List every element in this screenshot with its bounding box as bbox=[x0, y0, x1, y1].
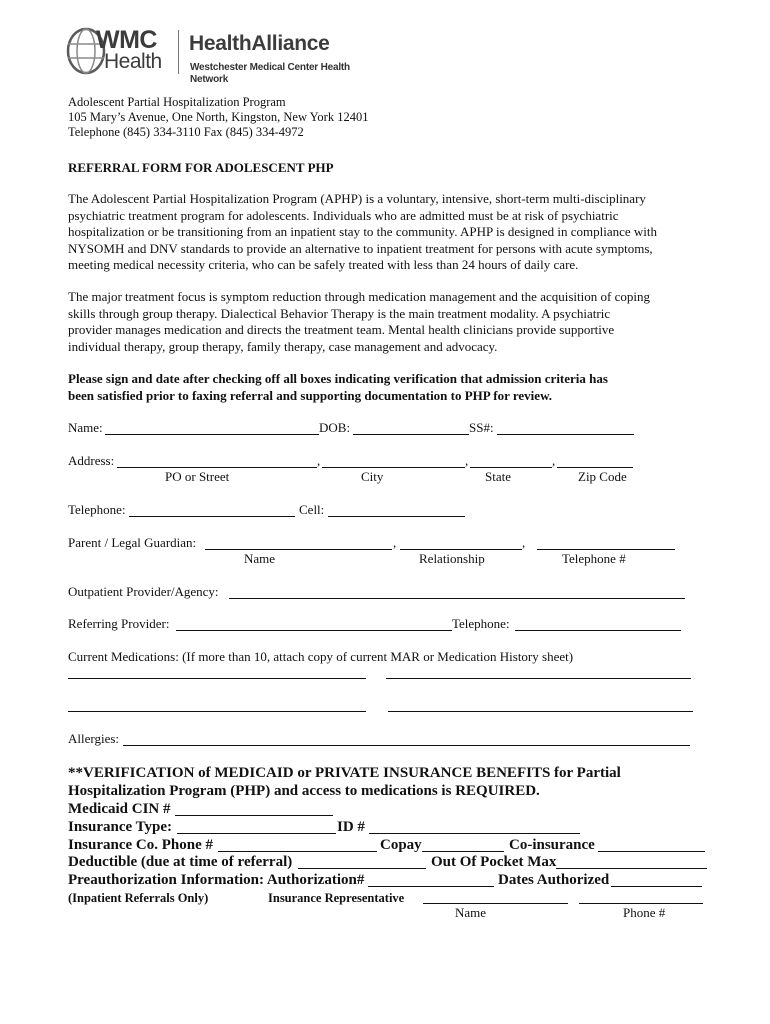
medications-field[interactable] bbox=[68, 678, 366, 679]
logo-healthalliance-text: HealthAlliance bbox=[189, 32, 330, 55]
intro-line: meeting medical necessity criteria, who can be safely treated with less than 24 hours of daily care. bbox=[68, 257, 579, 272]
po-street-caption: PO or Street bbox=[165, 469, 230, 484]
rep-label: Insurance Representative bbox=[268, 891, 405, 905]
coinsurance-field[interactable] bbox=[598, 851, 705, 852]
treatment-line: individual therapy, group therapy, family therapy, case management and advocacy. bbox=[68, 338, 498, 354]
program-name: Adolescent Partial Hospitalization Program bbox=[68, 95, 286, 109]
medications-field[interactable] bbox=[388, 711, 693, 712]
guardian-name-field[interactable] bbox=[205, 549, 392, 550]
program-street: 105 Mary’s Avenue, One North, Kingston, New York 12401 bbox=[68, 110, 369, 124]
dates-authorized-label: Dates Authorized bbox=[498, 872, 610, 888]
oop-label: Out Of Pocket Max bbox=[431, 854, 557, 870]
state-field[interactable] bbox=[470, 467, 552, 468]
verification-heading: **VERIFICATION of MEDICAID or PRIVATE INSURANCE BENEFITS for Partial bbox=[68, 765, 621, 781]
name-label: Name: bbox=[68, 420, 103, 435]
rep-name-caption: Name bbox=[455, 905, 487, 920]
state-caption: State bbox=[485, 469, 511, 484]
name-field[interactable] bbox=[105, 434, 319, 435]
outpatient-label: Outpatient Provider/Agency: bbox=[68, 584, 219, 599]
ss-label: SS#: bbox=[469, 420, 494, 435]
rep-phone-caption: Phone # bbox=[623, 905, 666, 920]
comma: , bbox=[465, 453, 469, 468]
treatment-paragraph bbox=[68, 289, 708, 355]
referring-telephone-label: Telephone: bbox=[452, 616, 510, 631]
dates-authorized-field[interactable] bbox=[611, 886, 702, 887]
dob-field[interactable] bbox=[353, 434, 469, 435]
address-label: Address: bbox=[68, 453, 115, 468]
comma: , bbox=[552, 453, 556, 468]
intro-paragraph bbox=[68, 191, 708, 274]
medications-field[interactable] bbox=[386, 678, 691, 679]
medications-field[interactable] bbox=[68, 711, 366, 712]
zip-caption: Zip Code bbox=[578, 469, 627, 484]
instruction-line: Please sign and date after checking off all boxes indicating verification that admission criteria has bbox=[68, 371, 608, 386]
id-label: ID # bbox=[337, 819, 365, 835]
outpatient-field[interactable] bbox=[229, 598, 685, 599]
program-phone: Telephone (845) 334-3110 Fax (845) 334-4972 bbox=[68, 125, 304, 139]
telephone-label: Telephone: bbox=[68, 502, 126, 517]
logo-divider bbox=[178, 30, 179, 74]
logo-network-text: Westchester Medical Center Health Network bbox=[190, 62, 350, 85]
instruction-paragraph bbox=[68, 371, 708, 404]
rep-name-field[interactable] bbox=[423, 903, 568, 904]
guardian-telephone-caption: Telephone # bbox=[562, 551, 626, 566]
id-field[interactable] bbox=[369, 833, 580, 834]
oop-field[interactable] bbox=[556, 868, 707, 869]
telephone-field[interactable] bbox=[129, 516, 295, 517]
inpatient-note: (Inpatient Referrals Only) bbox=[68, 891, 209, 905]
form-title: REFERRAL FORM FOR ADOLESCENT PHP bbox=[68, 160, 334, 175]
dob-label: DOB: bbox=[319, 420, 351, 435]
insurance-type-field[interactable] bbox=[177, 833, 336, 834]
copay-field[interactable] bbox=[422, 851, 504, 852]
medications-label: Current Medications: (If more than 10, attach copy of current MAR or Medication History sheet) bbox=[68, 649, 574, 664]
deductible-label: Deductible (due at time of referral) bbox=[68, 854, 293, 870]
cell-field[interactable] bbox=[328, 516, 465, 517]
guardian-relationship-field[interactable] bbox=[400, 549, 522, 550]
verification-heading: Hospitalization Program (PHP) and access to medications is REQUIRED. bbox=[68, 783, 540, 799]
referring-label: Referring Provider: bbox=[68, 616, 170, 631]
intro-line: NYSOMH and DNV standards to provide an alternative to inpatient treatment for persons with acute symptoms, bbox=[68, 240, 653, 256]
cell-label: Cell: bbox=[299, 502, 325, 517]
rep-phone-field[interactable] bbox=[579, 903, 703, 904]
wmc-health-logo bbox=[66, 24, 386, 85]
insurance-type-label: Insurance Type: bbox=[68, 819, 173, 835]
logo-health-text: Health bbox=[104, 50, 162, 73]
ins-phone-label: Insurance Co. Phone # bbox=[68, 837, 214, 853]
intro-line: psychiatric treatment program for adolescents. Individuals who are admitted must be at risk of psychiatric bbox=[68, 207, 619, 223]
logo-wmc-text: WMC bbox=[96, 26, 157, 54]
deductible-field[interactable] bbox=[298, 868, 426, 869]
street-field[interactable] bbox=[117, 467, 317, 468]
ins-phone-field[interactable] bbox=[218, 851, 377, 852]
medicaid-field[interactable] bbox=[175, 815, 333, 816]
treatment-line: skills through group therapy. Dialectical Behavior Therapy is the main treatment modality. A psychiatric bbox=[68, 305, 611, 321]
referring-field[interactable] bbox=[176, 630, 452, 631]
intro-line: hospitalization or be transitioning from an inpatient stay to the community. APHP is designed in compliance with bbox=[68, 224, 657, 239]
authorization-field[interactable] bbox=[368, 886, 494, 887]
city-field[interactable] bbox=[322, 467, 465, 468]
referring-telephone-field[interactable] bbox=[515, 630, 681, 631]
instruction-line: been satisfied prior to faxing referral and supporting documentation to PHP for review. bbox=[68, 387, 552, 403]
treatment-line: The major treatment focus is symptom reduction through medication management and the acquisition of coping bbox=[68, 289, 650, 304]
comma: , bbox=[393, 535, 397, 550]
preauth-label: Preauthorization Information: Authorization# bbox=[68, 872, 365, 888]
comma: , bbox=[522, 535, 526, 550]
allergies-label: Allergies: bbox=[68, 731, 120, 746]
medicaid-label: Medicaid CIN # bbox=[68, 801, 171, 817]
intro-line: The Adolescent Partial Hospitalization Program (APHP) is a voluntary, intensive, short-term multi-disciplinary bbox=[68, 191, 646, 206]
zip-field[interactable] bbox=[557, 467, 633, 468]
guardian-name-caption: Name bbox=[244, 551, 276, 566]
guardian-label: Parent / Legal Guardian: bbox=[68, 535, 197, 550]
city-caption: City bbox=[361, 469, 384, 484]
allergies-field[interactable] bbox=[123, 745, 690, 746]
coinsurance-label: Co-insurance bbox=[509, 837, 595, 853]
guardian-telephone-field[interactable] bbox=[537, 549, 675, 550]
treatment-line: provider manages medication and directs the treatment team. Mental health clinicians provide supportive bbox=[68, 322, 615, 337]
guardian-relationship-caption: Relationship bbox=[419, 551, 485, 566]
comma: , bbox=[317, 453, 321, 468]
copay-label: Copay bbox=[380, 837, 422, 853]
ss-field[interactable] bbox=[497, 434, 634, 435]
